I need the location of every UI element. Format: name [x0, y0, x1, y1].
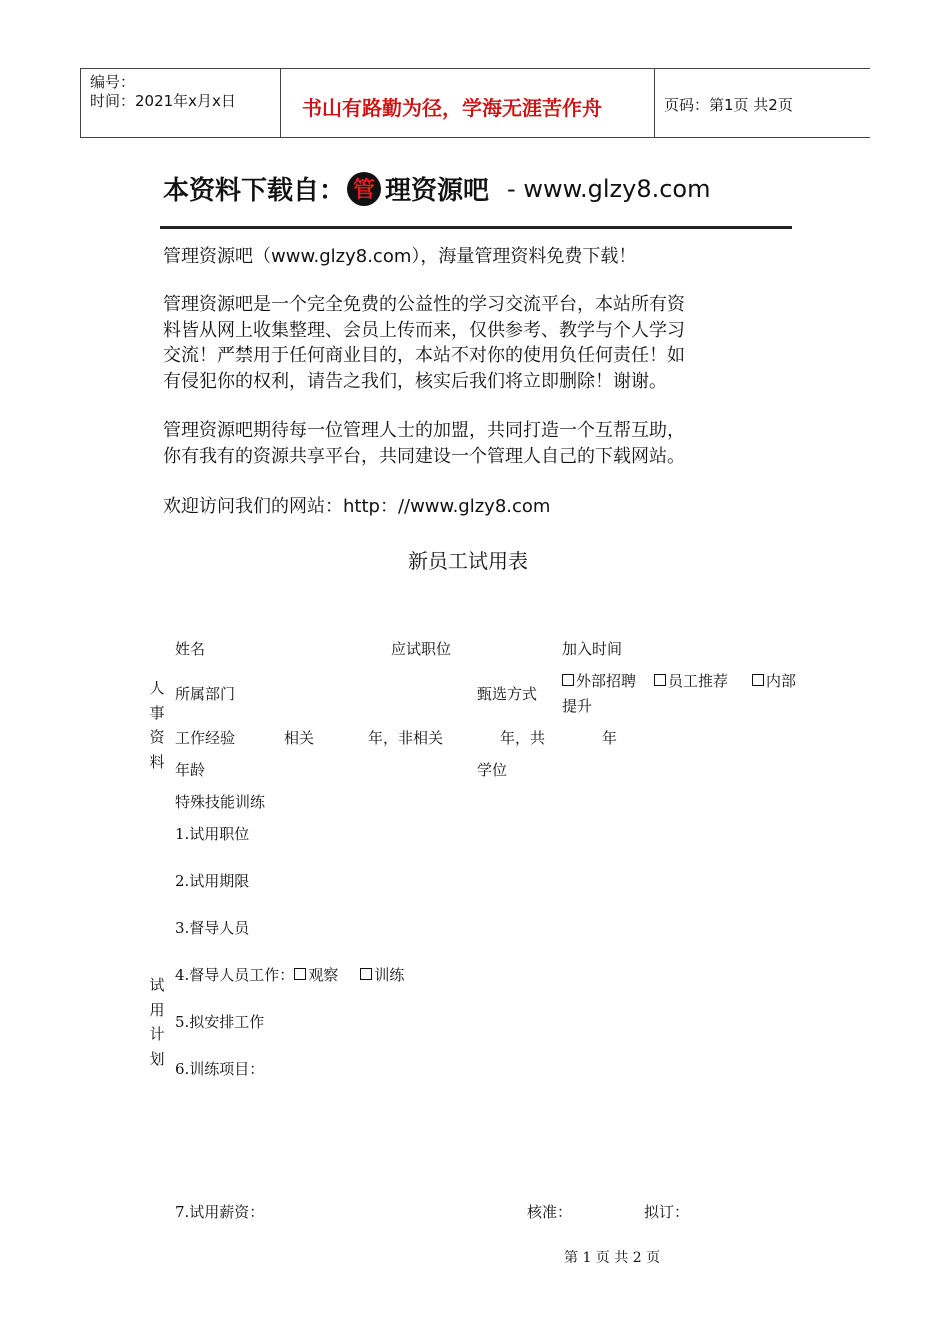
checkbox-icon[interactable]: [562, 674, 574, 686]
header-page-number: 页码：第1页 共2页: [664, 96, 793, 114]
selection-method-label: 甄选方式: [477, 685, 538, 703]
header-divider: [80, 69, 81, 137]
option-referral[interactable]: 员工推荐: [654, 670, 728, 691]
banner-prefix: 本资料下载自：: [163, 176, 346, 206]
notice-line: 管理资源吧（www.glzy8.com），海量管理资料免费下载！: [163, 246, 637, 267]
option-train[interactable]: 训练: [374, 966, 405, 984]
plan-item-5: 5.拟安排工作: [175, 1013, 265, 1031]
department-label: 所属部门: [175, 685, 236, 703]
notice-line: 欢迎访问我们的网站：http：//www.glzy8.com: [163, 496, 551, 517]
section-plan-label: 试用计划: [149, 976, 165, 1068]
header-divider: [654, 69, 655, 137]
checkbox-icon[interactable]: [752, 674, 764, 686]
header-table: [80, 68, 870, 138]
degree-label: 学位: [477, 761, 508, 779]
experience-total: 年，共: [500, 729, 546, 747]
position-label: 应试职位: [391, 640, 452, 658]
banner-url: - www.glzy8.com: [507, 174, 711, 203]
doc-time-label: 时间：2021年x月x日: [90, 92, 236, 110]
notice-line: 有侵犯你的权利，请告之我们，核实后我们将立即删除！谢谢。: [163, 371, 667, 392]
download-banner: [163, 170, 711, 207]
site-logo-icon: 管: [347, 172, 381, 206]
age-label: 年龄: [175, 761, 206, 779]
checkbox-icon[interactable]: [294, 968, 306, 980]
draft-label: 拟订：: [644, 1203, 690, 1221]
name-label: 姓名: [175, 640, 206, 658]
plan-item-3: 3.督导人员: [175, 919, 250, 937]
option-internal[interactable]: 内部: [752, 670, 796, 691]
join-time-label: 加入时间: [562, 640, 623, 658]
experience-related: 相关: [284, 729, 315, 747]
plan-item-4: 4.督导人员工作： 观察 训练: [175, 966, 405, 984]
banner-rule: [160, 226, 792, 229]
option-external[interactable]: 外部招聘: [562, 670, 636, 691]
notice-line: 管理资源吧是一个完全免费的公益性的学习交流平台，本站所有资: [163, 294, 685, 315]
experience-label: 工作经验: [175, 729, 236, 747]
notice-line: 管理资源吧期待每一位管理人士的加盟，共同打造一个互帮互助，: [163, 420, 685, 441]
banner-site-name: 理资源吧: [385, 176, 490, 206]
notice-line: 料皆从网上收集整理、会员上传而来，仅供参考、教学与个人学习: [163, 320, 685, 341]
plan-item-6: 6.训练项目：: [175, 1060, 265, 1078]
doc-number-label: 编号：: [90, 73, 136, 91]
footer-page-number: 第 1 页 共 2 页: [564, 1250, 661, 1266]
option-observe[interactable]: 观察: [308, 966, 339, 984]
plan-item-1: 1.试用职位: [175, 825, 250, 843]
form-title: 新员工试用表: [408, 549, 528, 573]
section-personnel-label: 人事资料: [149, 679, 165, 771]
experience-unrelated: 年，非相关: [368, 729, 444, 747]
notice-line: 交流！严禁用于任何商业目的，本站不对你的使用负任何责任！如: [163, 345, 685, 366]
plan-item-2: 2.试用期限: [175, 872, 250, 890]
notice-line: 你有我有的资源共享平台，共同建设一个管理人自己的下载网站。: [163, 446, 685, 467]
experience-year: 年: [602, 729, 618, 747]
header-motto: 书山有路勤为径，学海无涯苦作舟: [302, 96, 602, 120]
header-divider: [280, 69, 281, 137]
checkbox-icon[interactable]: [654, 674, 666, 686]
plan-item-7: 7.试用薪资：: [175, 1203, 265, 1221]
checkbox-icon[interactable]: [360, 968, 372, 980]
approve-label: 核准：: [527, 1203, 573, 1221]
option-internal-cont: 提升: [562, 697, 593, 715]
special-skills-label: 特殊技能训练: [175, 793, 266, 811]
